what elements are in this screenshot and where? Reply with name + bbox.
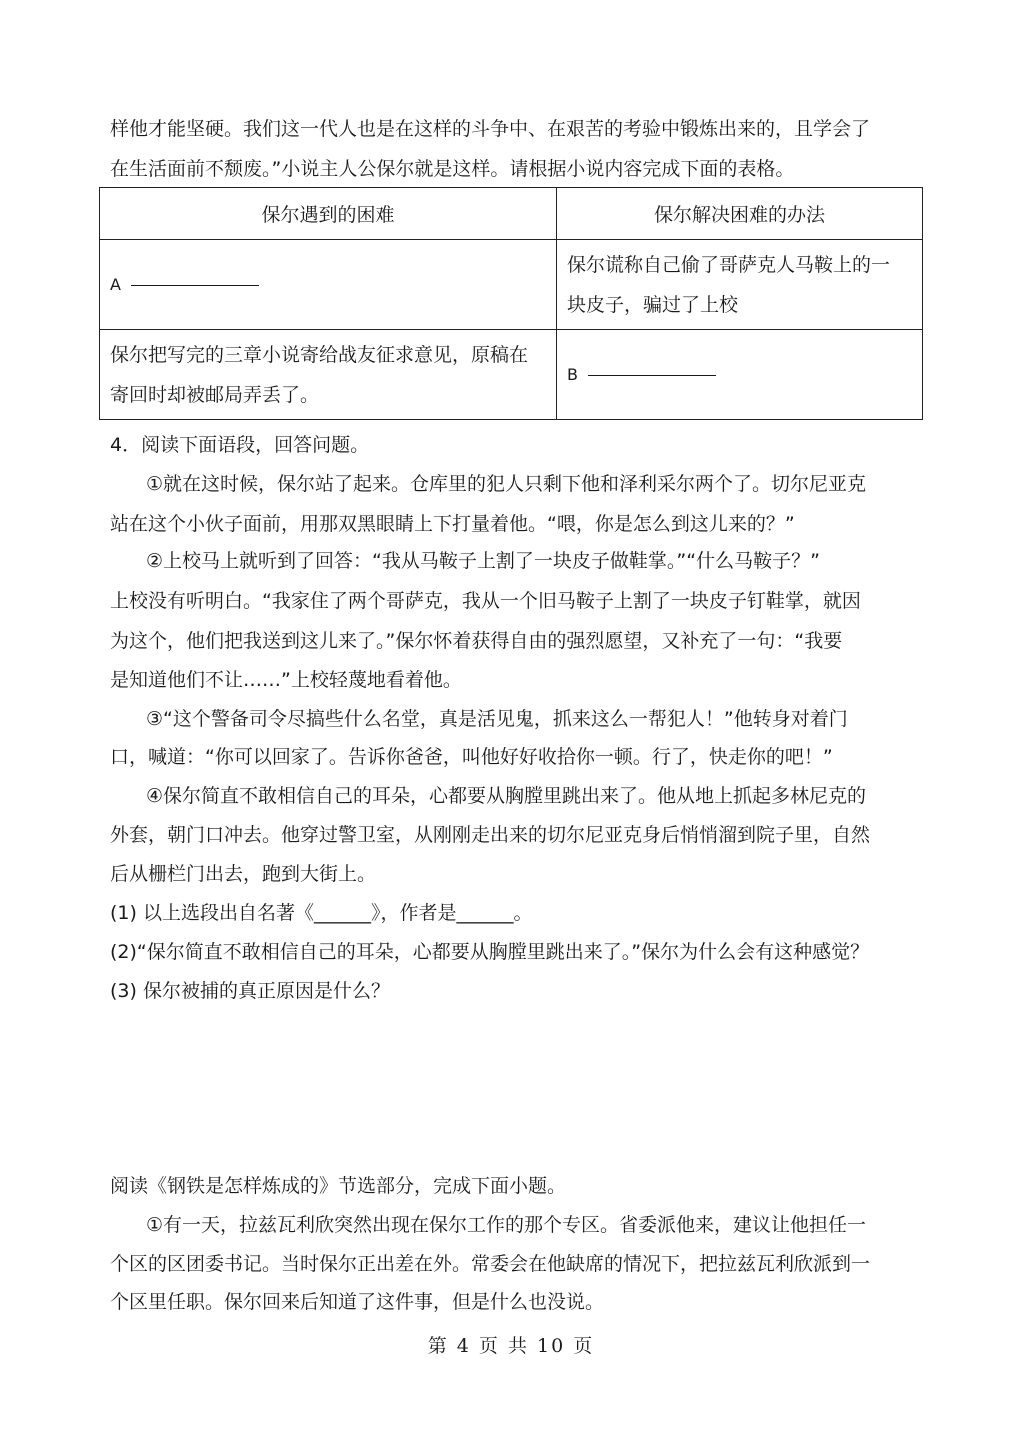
sub-question-3: (3) 保尔被捕的真正原因是什么？ — [110, 980, 390, 1002]
paragraph-2-line: 为这个，他们把我送到这儿来了。”保尔怀着获得自由的强烈愿望，又补充了一句：“我要 — [110, 630, 843, 652]
next-paragraph-line: 个区里任职。保尔回来后知道了这件事，但是什么也没说。 — [110, 1291, 605, 1313]
table-row — [100, 330, 923, 420]
cell-difficulty-2 — [100, 330, 557, 420]
paragraph-2-line: ②上校马上就听到了回答：“我从马鞍子上割了一块皮子做鞋掌。”“什么马鞍子？” — [146, 550, 820, 572]
intro-line-1: 样他才能坚硬。我们这一代人也是在这样的斗争中、在艰苦的考验中锻炼出来的，且学会了 — [110, 118, 871, 140]
header-solution: 保尔解决困难的办法 — [557, 188, 923, 240]
table-row — [100, 240, 923, 330]
blank-a-label: A — [110, 275, 121, 294]
next-section-intro: 阅读《钢铁是怎样炼成的》节选部分，完成下面小题。 — [110, 1175, 567, 1197]
paragraph-4-line: ④保尔简直不敢相信自己的耳朵，心都要从胸膛里跳出来了。他从地上抓起多林尼克的 — [146, 785, 867, 807]
next-paragraph-line: 个区的区团委书记。当时保尔正出差在外。常委会在他缺席的情况下，把拉兹瓦利欣派到一 — [110, 1253, 871, 1275]
cell-solution-1 — [557, 240, 923, 330]
blank-b-line[interactable] — [588, 374, 716, 376]
cell-line: 块皮子，骗过了上校 — [567, 293, 739, 316]
intro-line-2: 在生活面前不颓废。”小说主人公保尔就是这样。请根据小说内容完成下面的表格。 — [110, 158, 795, 180]
sub-question-2: (2)“保尔简直不敢相信自己的耳朵，心都要从胸膛里跳出来了。”保尔为什么会有这种感觉？ — [110, 941, 870, 963]
table-header-row — [100, 188, 923, 240]
question-4-title: 4．阅读下面语段，回答问题。 — [110, 434, 370, 456]
paragraph-4-line: 后从栅栏门出去，跑到大街上。 — [110, 863, 377, 885]
paragraph-2-line: 上校没有听明白。“我家住了两个哥萨克，我从一个旧马鞍子上割了一块皮子钉鞋掌，就因 — [110, 590, 861, 612]
header-difficulty: 保尔遇到的困难 — [100, 188, 557, 240]
paragraph-4-line: 外套，朝门口冲去。他穿过警卫室，从刚刚走出来的切尔尼亚克身后悄悄溜到院子里，自然 — [110, 824, 871, 846]
cell-b — [557, 330, 923, 420]
sub-question-1: (1) 以上选段出自名著《______》，作者是______。 — [110, 902, 533, 924]
paragraph-3-line: ③“这个警备司令尽搞些什么名堂，真是活见鬼，抓来这么一帮犯人！”他转身对着门 — [146, 708, 848, 730]
paragraph-3-line: 口，喊道：“你可以回家了。告诉你爸爸，叫他好好收拾你一顿。行了，快走你的吧！” — [110, 746, 833, 768]
cell-line: 保尔把写完的三章小说寄给战友征求意见，原稿在 — [110, 343, 529, 366]
cell-a — [100, 240, 557, 330]
paragraph-1-line: 站在这个小伙子面前，用那双黑眼睛上下打量着他。“喂，你是怎么到这儿来的？” — [110, 513, 795, 535]
next-paragraph-line: ①有一天，拉兹瓦利欣突然出现在保尔工作的那个专区。省委派他来，建议让他担任一 — [146, 1214, 867, 1236]
cell-line: 寄回时却被邮局弄丢了。 — [110, 383, 320, 406]
blank-a-line[interactable] — [131, 284, 259, 286]
paragraph-2-line: 是知道他们不让……”上校轻蔑地看着他。 — [110, 669, 462, 691]
difficulty-table — [99, 187, 923, 420]
cell-line: 保尔谎称自己偷了哥萨克人马鞍上的一 — [567, 253, 891, 276]
paragraph-1-line: ①就在这时候，保尔站了起来。仓库里的犯人只剩下他和泽利采尔两个了。切尔尼亚克 — [146, 473, 867, 495]
blank-b-label: B — [567, 365, 578, 384]
page-footer: 第 4 页 共 10 页 — [427, 1335, 595, 1357]
